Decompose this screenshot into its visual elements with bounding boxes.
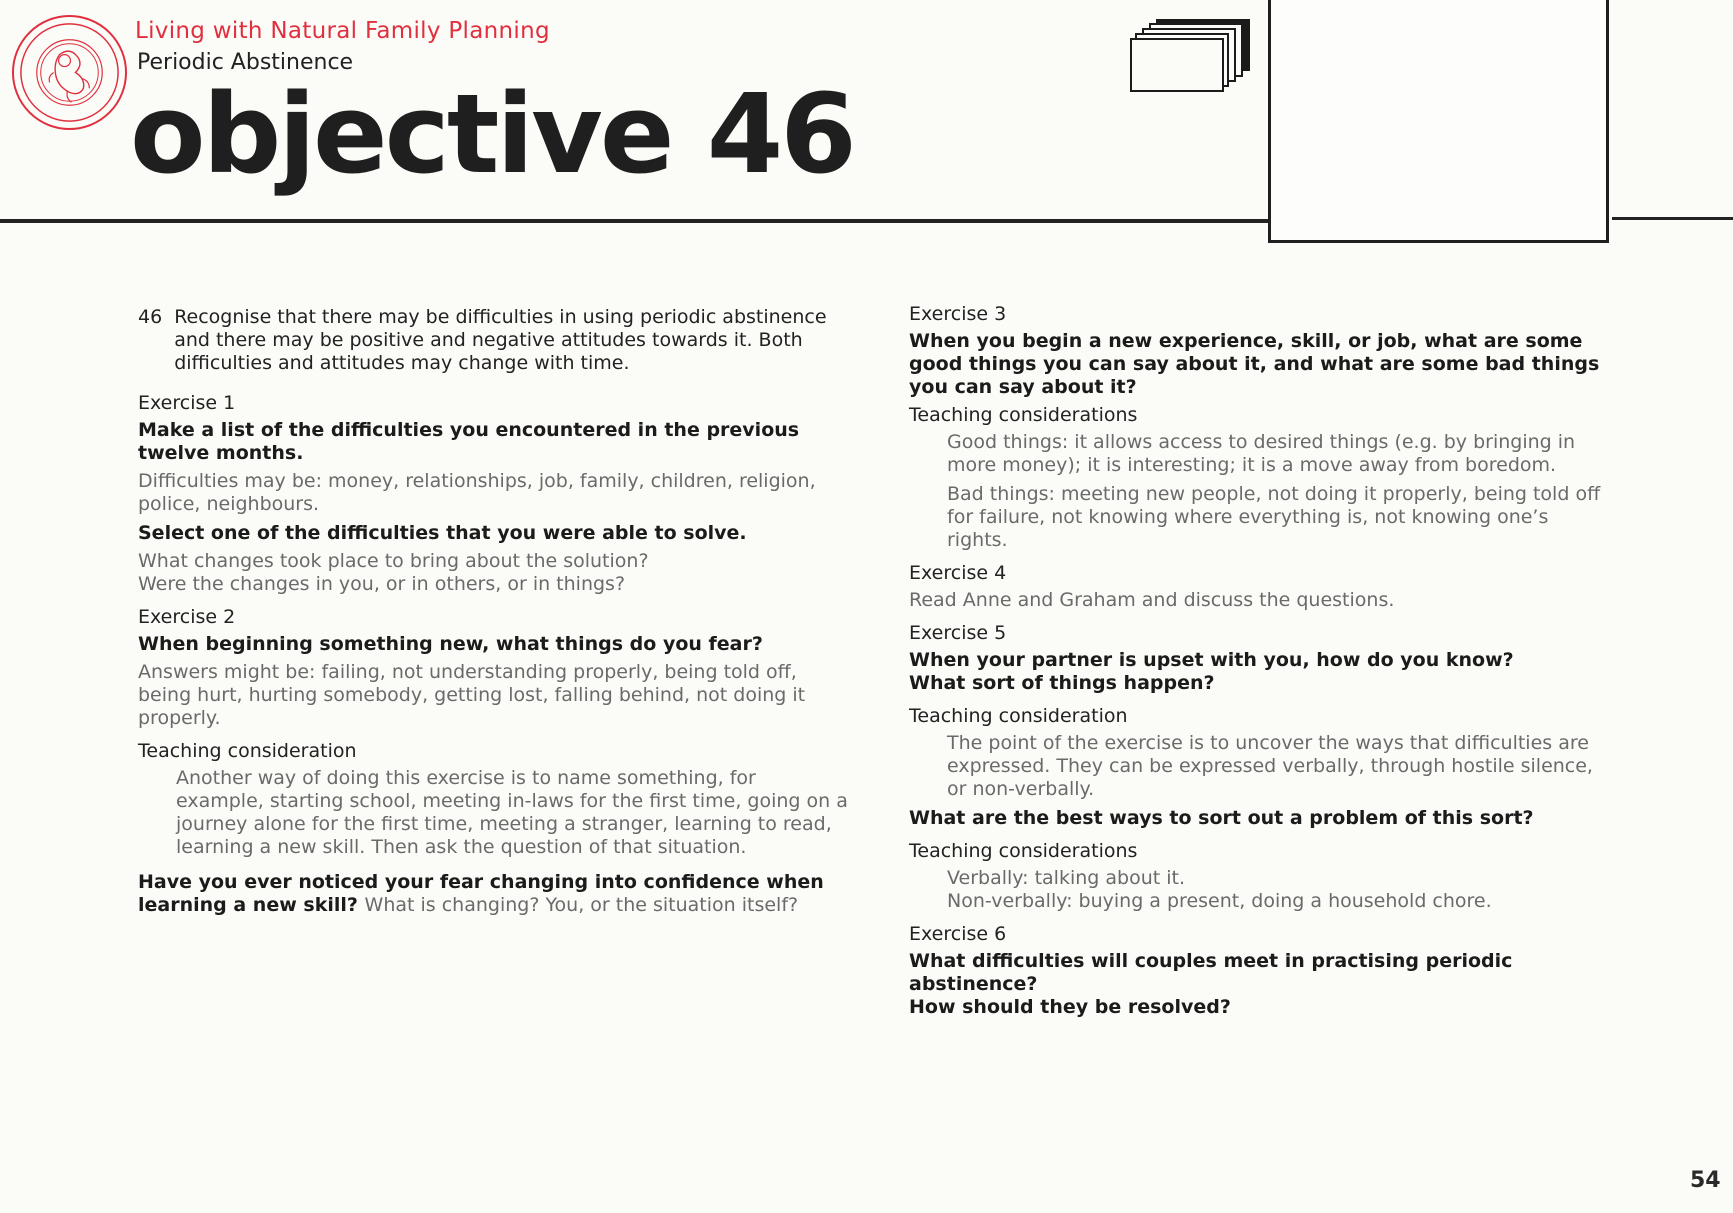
exercise-5-title: Exercise 5 [909, 622, 1007, 644]
exercise-5-teaching-text: The point of the exercise is to uncover the ways that difficulties are expressed. They can be expressed verbally, through hostile silence, or non-verbally. [947, 732, 1593, 800]
exercise-5-teaching-title: Teaching consideration [909, 705, 1128, 727]
objective-statement [138, 306, 848, 375]
series-title: Living with Natural Family Planning [135, 18, 550, 44]
exercise-3-teaching-title: Teaching considerations [909, 404, 1138, 426]
left-column [138, 306, 848, 922]
empty-box [1268, 0, 1609, 243]
exercise-5-teaching-verbal: Verbally: talking about it. [947, 867, 1186, 889]
exercise-6-question-b: How should they be resolved? [909, 996, 1231, 1018]
exercise-5-question-a: When your partner is upset with you, how do you know? [909, 649, 1514, 671]
exercise-2-question-2-text: Have you ever noticed your fear changing into confidence when learning a new skill? [138, 871, 824, 916]
exercise-2-teaching-title: Teaching consideration [138, 740, 357, 762]
page-title: objective 46 [130, 70, 854, 198]
exercise-2-question: When beginning something new, what things do you fear? [138, 633, 763, 655]
baby-in-circle-icon [10, 13, 129, 132]
header-rule-right [1612, 217, 1733, 220]
exercise-5-teaching-title-2: Teaching considerations [909, 840, 1138, 862]
exercise-6-question-a: What difficulties will couples meet in practising periodic abstinence? [909, 950, 1513, 995]
exercise-1-question-2: Select one of the difficulties that you were able to solve. [138, 522, 747, 544]
stacked-cards-icon [1130, 17, 1254, 93]
exercise-6-title: Exercise 6 [909, 923, 1007, 945]
header-rule [0, 219, 1272, 223]
right-column [909, 303, 1609, 1024]
objective-text: Recognise that there may be difficulties in using periodic abstinence and there may be positive and negative attitudes towards it. Both difficulties and attitudes may change with time. [174, 306, 827, 374]
exercise-2-question-2 [138, 871, 848, 917]
exercise-1-question: Make a list of the difficulties you encountered in the previous twelve months. [138, 419, 800, 464]
exercise-2-title: Exercise 2 [138, 606, 236, 628]
exercise-1-answer-2b: Were the changes in you, or in others, or in things? [138, 573, 626, 595]
section-subtitle: Periodic Abstinence [137, 50, 354, 75]
page-number: 54 [1690, 1168, 1721, 1193]
exercise-3-title: Exercise 3 [909, 303, 1007, 325]
exercise-2-answer: Answers might be: failing, not understanding properly, being told off, being hurt, hurting somebody, getting lost, falling behind, not doing it properly. [138, 661, 806, 729]
exercise-3-question: When you begin a new experience, skill, or job, what are some good things you can say about it, and what are some bad things you can say about it? [909, 330, 1600, 398]
exercise-5-question-b: What sort of things happen? [909, 672, 1215, 694]
exercise-5-teaching-nonverbal: Non-verbally: buying a present, doing a household chore. [947, 890, 1492, 912]
exercise-2-question-2-answer: What is changing? You, or the situation itself? [364, 894, 799, 916]
exercise-4-text: Read Anne and Graham and discuss the questions. [909, 589, 1395, 611]
exercise-4-title: Exercise 4 [909, 562, 1007, 584]
exercise-2-teaching-text: Another way of doing this exercise is to name something, for example, starting school, meeting in-laws for the first time, going on a journey alone for the first time, meeting a stranger, learning to read, learning a new skill. Then ask the question of that situation. [176, 767, 848, 858]
exercise-3-teaching-good: Good things: it allows access to desired things (e.g. by bringing in more money); it is interesting; it is a move away from boredom. [947, 431, 1576, 476]
exercise-1-answer-2a: What changes took place to bring about the solution? [138, 550, 649, 572]
exercise-5-question-2: What are the best ways to sort out a problem of this sort? [909, 807, 1534, 829]
objective-number: 46 [138, 306, 163, 328]
exercise-1-answer: Difficulties may be: money, relationships, job, family, children, religion, police, neighbours. [138, 470, 816, 515]
exercise-1-title: Exercise 1 [138, 392, 236, 414]
exercise-3-teaching-bad: Bad things: meeting new people, not doing it properly, being told off for failure, not knowing where everything is, not knowing one’s rights. [947, 483, 1601, 551]
